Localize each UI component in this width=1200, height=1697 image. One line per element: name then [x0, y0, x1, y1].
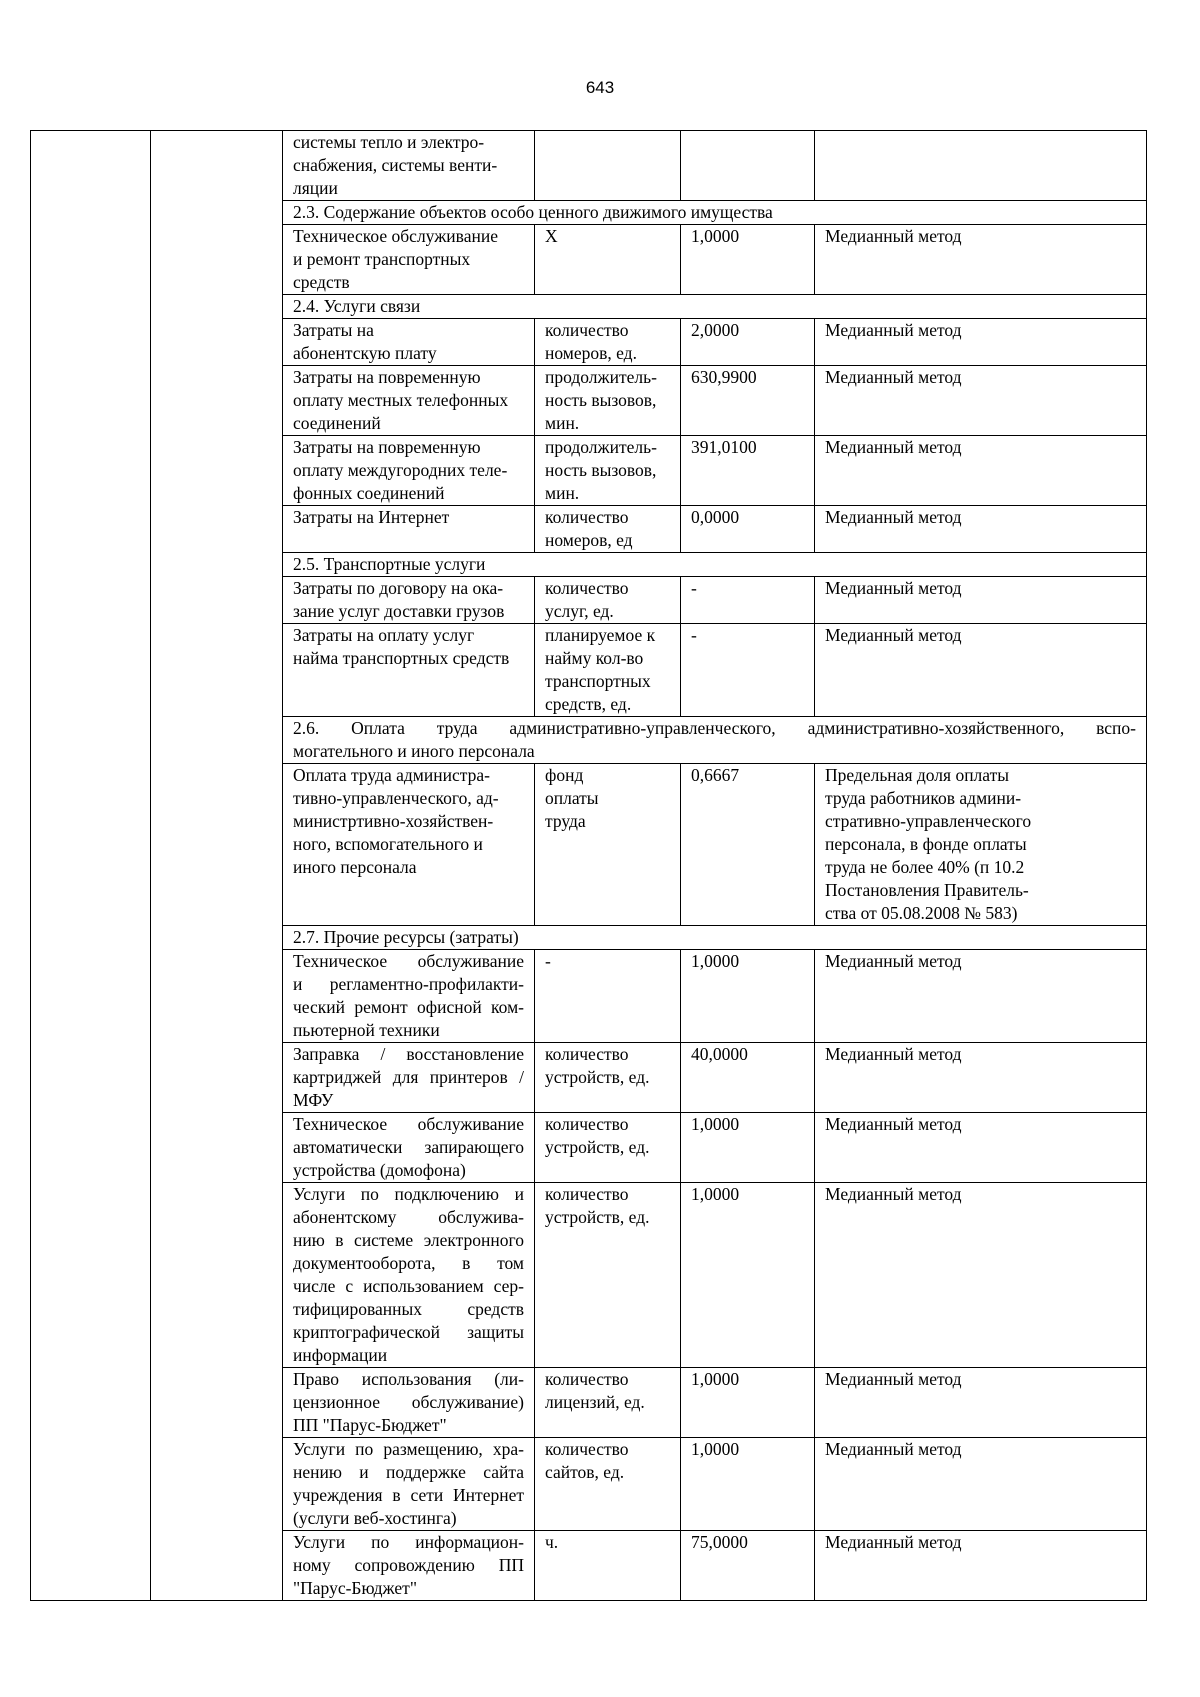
line: пьютерной техники — [293, 1020, 440, 1040]
line: могательного и иного персонала — [293, 741, 535, 761]
line: устройств, ед. — [545, 1067, 650, 1087]
cell-value — [681, 436, 815, 506]
line: ческий ремонт офисной ком- — [293, 997, 524, 1017]
line: Медианный метод — [825, 625, 962, 645]
line: информации — [293, 1345, 388, 1365]
line: и регламентно-профилакти- — [293, 974, 524, 994]
line: Предельная доля оплаты — [825, 765, 1010, 785]
line: 2.4. Услуги связи — [293, 296, 421, 316]
line: ность вызовов, — [545, 460, 657, 480]
cell-name — [283, 1043, 535, 1113]
cell-name — [283, 506, 535, 553]
line: 2.3. Содержание объектов особо ценного движимого имущества — [293, 202, 773, 222]
line: Затраты на — [293, 320, 374, 340]
line: системы тепло и электро- — [293, 132, 485, 152]
line: устройства (домофона) — [293, 1160, 466, 1180]
line: Медианный метод — [825, 1369, 962, 1389]
cell-value — [681, 131, 815, 201]
line: Медианный метод — [825, 1044, 962, 1064]
line: Постановления Правитель- — [825, 880, 1029, 900]
cell-name — [283, 319, 535, 366]
line: найму кол-во — [545, 648, 644, 668]
table-body — [31, 131, 1147, 1601]
line: иного персонала — [293, 857, 417, 877]
cell-unit — [535, 131, 681, 201]
line: количество — [545, 1369, 629, 1389]
cell-method — [815, 436, 1147, 506]
line: ному сопровождению ПП — [293, 1555, 524, 1575]
line: средств — [293, 272, 350, 292]
value-text: 1,0000 — [691, 1439, 740, 1459]
cell-value — [681, 1183, 815, 1368]
value-text: 1,0000 — [691, 1369, 740, 1389]
cell-method — [815, 577, 1147, 624]
cell-value — [681, 225, 815, 295]
cell-unit — [535, 436, 681, 506]
line: Медианный метод — [825, 320, 962, 340]
line: Техническое обслуживание — [293, 226, 498, 246]
line: устройств, ед. — [545, 1207, 650, 1227]
line: цензионное обслуживание) — [293, 1392, 524, 1412]
table-row — [31, 131, 1147, 201]
cell-unit — [535, 506, 681, 553]
value-text: 0,0000 — [691, 507, 740, 527]
line: Медианный метод — [825, 1532, 962, 1552]
line: ляции — [293, 178, 338, 198]
line: стративно-управленческого — [825, 811, 1032, 831]
value-text: 40,0000 — [691, 1044, 748, 1064]
cell-unit — [535, 1183, 681, 1368]
line: криптографической защиты — [293, 1322, 524, 1342]
line: - — [545, 951, 551, 971]
cell-name — [283, 436, 535, 506]
line: соединений — [293, 413, 381, 433]
cell-value — [681, 319, 815, 366]
line: количество — [545, 320, 629, 340]
line: устройств, ед. — [545, 1137, 650, 1157]
line: количество — [545, 1114, 629, 1134]
cell-name — [283, 764, 535, 926]
value-text: 1,0000 — [691, 1184, 740, 1204]
line: Затраты на повременную — [293, 367, 481, 387]
line: количество — [545, 507, 629, 527]
line: абонентскому обслужива- — [293, 1207, 524, 1227]
line: количество — [545, 1184, 629, 1204]
line: тифицированных средств — [293, 1299, 524, 1319]
section-heading — [283, 926, 1147, 950]
line: фонд — [545, 765, 584, 785]
cell-name — [283, 1113, 535, 1183]
cell-value — [681, 1368, 815, 1438]
cell-unit — [535, 1368, 681, 1438]
line: зание услуг доставки грузов — [293, 601, 505, 621]
left-empty-column-2 — [151, 131, 283, 1601]
line: услуг, ед. — [545, 601, 614, 621]
line: Право использования (ли- — [293, 1369, 524, 1389]
line: ства от 05.08.2008 № 583) — [825, 903, 1018, 923]
cell-unit — [535, 1113, 681, 1183]
cell-method — [815, 319, 1147, 366]
line: оплаты — [545, 788, 599, 808]
line: Медианный метод — [825, 1114, 962, 1134]
value-text: 1,0000 — [691, 951, 740, 971]
value-text: 630,9900 — [691, 367, 757, 387]
cell-name — [283, 131, 535, 201]
cell-name — [283, 366, 535, 436]
line: нию в системе электронного — [293, 1230, 524, 1250]
cell-unit — [535, 624, 681, 717]
line: и ремонт транспортных — [293, 249, 471, 269]
line: X — [545, 226, 558, 246]
value-text: 0,6667 — [691, 765, 740, 785]
cell-value — [681, 1113, 815, 1183]
section-heading — [283, 295, 1147, 319]
line: Услуги по информацион- — [293, 1532, 524, 1552]
value-text: 391,0100 — [691, 437, 757, 457]
cell-unit — [535, 319, 681, 366]
line: Медианный метод — [825, 367, 962, 387]
cell-name — [283, 624, 535, 717]
line: транспортных — [545, 671, 651, 691]
line: продолжитель- — [545, 437, 657, 457]
line: найма транспортных средств — [293, 648, 510, 668]
line: оплату междугородних теле- — [293, 460, 508, 480]
cell-name — [283, 1438, 535, 1531]
line: мин. — [545, 483, 580, 503]
line: Медианный метод — [825, 226, 962, 246]
value-text: - — [691, 578, 697, 598]
value-text: 2,0000 — [691, 320, 740, 340]
line: картриджей для принтеров / — [293, 1067, 524, 1087]
line: абонентскую плату — [293, 343, 437, 363]
line: оплату местных телефонных — [293, 390, 509, 410]
section-heading — [283, 201, 1147, 225]
section-heading — [283, 553, 1147, 577]
line: продолжитель- — [545, 367, 657, 387]
cell-unit — [535, 1043, 681, 1113]
line: Медианный метод — [825, 1439, 962, 1459]
section-heading — [283, 717, 1147, 764]
line: учреждения в сети Интернет — [293, 1485, 524, 1505]
left-empty-column-1 — [31, 131, 151, 1601]
cell-method — [815, 1043, 1147, 1113]
cell-value — [681, 950, 815, 1043]
line: Техническое обслуживание — [293, 1114, 524, 1134]
cell-name — [283, 225, 535, 295]
cell-unit — [535, 577, 681, 624]
value-text: 1,0000 — [691, 226, 740, 246]
cell-value — [681, 1531, 815, 1601]
line: лицензий, ед. — [545, 1392, 645, 1412]
line: ного, вспомогательного и — [293, 834, 483, 854]
cell-value — [681, 366, 815, 436]
line: Затраты на Интернет — [293, 507, 450, 527]
cell-value — [681, 1438, 815, 1531]
line: Заправка / восстановление — [293, 1044, 524, 1064]
cell-unit — [535, 366, 681, 436]
line: ч. — [545, 1532, 559, 1552]
cell-method — [815, 1438, 1147, 1531]
cell-unit — [535, 1438, 681, 1531]
line: средств, ед. — [545, 694, 632, 714]
line: "Парус-Бюджет" — [293, 1578, 417, 1598]
line: Медианный метод — [825, 437, 962, 457]
cell-method — [815, 506, 1147, 553]
line: нению и поддержке сайта — [293, 1462, 524, 1482]
line: Затраты на повременную — [293, 437, 481, 457]
line: Медианный метод — [825, 951, 962, 971]
cell-method — [815, 764, 1147, 926]
line: министртивно-хозяйствен- — [293, 811, 494, 831]
cell-name — [283, 1368, 535, 1438]
line: тивно-управленческого, ад- — [293, 788, 499, 808]
line: Услуги по размещению, хра- — [293, 1439, 524, 1459]
cell-unit — [535, 764, 681, 926]
cell-method — [815, 950, 1147, 1043]
line: Услуги по подключению и — [293, 1184, 524, 1204]
value-text: 1,0000 — [691, 1114, 740, 1134]
cell-method — [815, 131, 1147, 201]
cost-norms-table — [30, 130, 1147, 1601]
line: документооборота, в том — [293, 1253, 524, 1273]
cell-unit — [535, 225, 681, 295]
line: числе с использованием сер- — [293, 1276, 524, 1296]
line: Медианный метод — [825, 1184, 962, 1204]
line: труда не более 40% (п 10.2 — [825, 857, 1025, 877]
cell-unit — [535, 950, 681, 1043]
cell-value — [681, 506, 815, 553]
cell-method — [815, 1368, 1147, 1438]
line: снабжения, системы венти- — [293, 155, 498, 175]
line: количество — [545, 1044, 629, 1064]
line: Затраты на оплату услуг — [293, 625, 475, 645]
line: 2.5. Транспортные услуги — [293, 554, 486, 574]
cell-method — [815, 624, 1147, 717]
line: 2.6. Оплата труда административно-управленческого, административно-хозяйственного, вспо- — [293, 718, 1136, 738]
line: Затраты по договору на ока- — [293, 578, 504, 598]
line: Медианный метод — [825, 507, 962, 527]
cell-value — [681, 577, 815, 624]
line: 2.7. Прочие ресурсы (затраты) — [293, 927, 519, 947]
line: номеров, ед — [545, 530, 633, 550]
page-number: 643 — [585, 78, 615, 97]
cell-name — [283, 1183, 535, 1368]
cell-method — [815, 1113, 1147, 1183]
cell-value — [681, 1043, 815, 1113]
line: сайтов, ед. — [545, 1462, 625, 1482]
line: номеров, ед. — [545, 343, 637, 363]
cell-name — [283, 577, 535, 624]
cell-name — [283, 1531, 535, 1601]
line: автоматически запирающего — [293, 1137, 524, 1157]
value-text: 75,0000 — [691, 1532, 748, 1552]
line: ПП "Парус-Бюджет" — [293, 1415, 447, 1435]
line: персонала, в фонде оплаты — [825, 834, 1027, 854]
line: количество — [545, 1439, 629, 1459]
line: Медианный метод — [825, 578, 962, 598]
line: труда работников админи- — [825, 788, 1022, 808]
value-text: - — [691, 625, 697, 645]
cell-value — [681, 764, 815, 926]
cell-method — [815, 1183, 1147, 1368]
cell-method — [815, 366, 1147, 436]
cell-unit — [535, 1531, 681, 1601]
line: МФУ — [293, 1090, 334, 1110]
line: Техническое обслуживание — [293, 951, 524, 971]
line: планируемое к — [545, 625, 656, 645]
cell-method — [815, 225, 1147, 295]
line: труда — [545, 811, 586, 831]
line: мин. — [545, 413, 580, 433]
line: фонных соединений — [293, 483, 445, 503]
line: количество — [545, 578, 629, 598]
line: Оплата труда администра- — [293, 765, 490, 785]
line: ность вызовов, — [545, 390, 657, 410]
line: (услуги веб-хостинга) — [293, 1508, 457, 1528]
cell-name — [283, 950, 535, 1043]
cell-value — [681, 624, 815, 717]
cell-method — [815, 1531, 1147, 1601]
